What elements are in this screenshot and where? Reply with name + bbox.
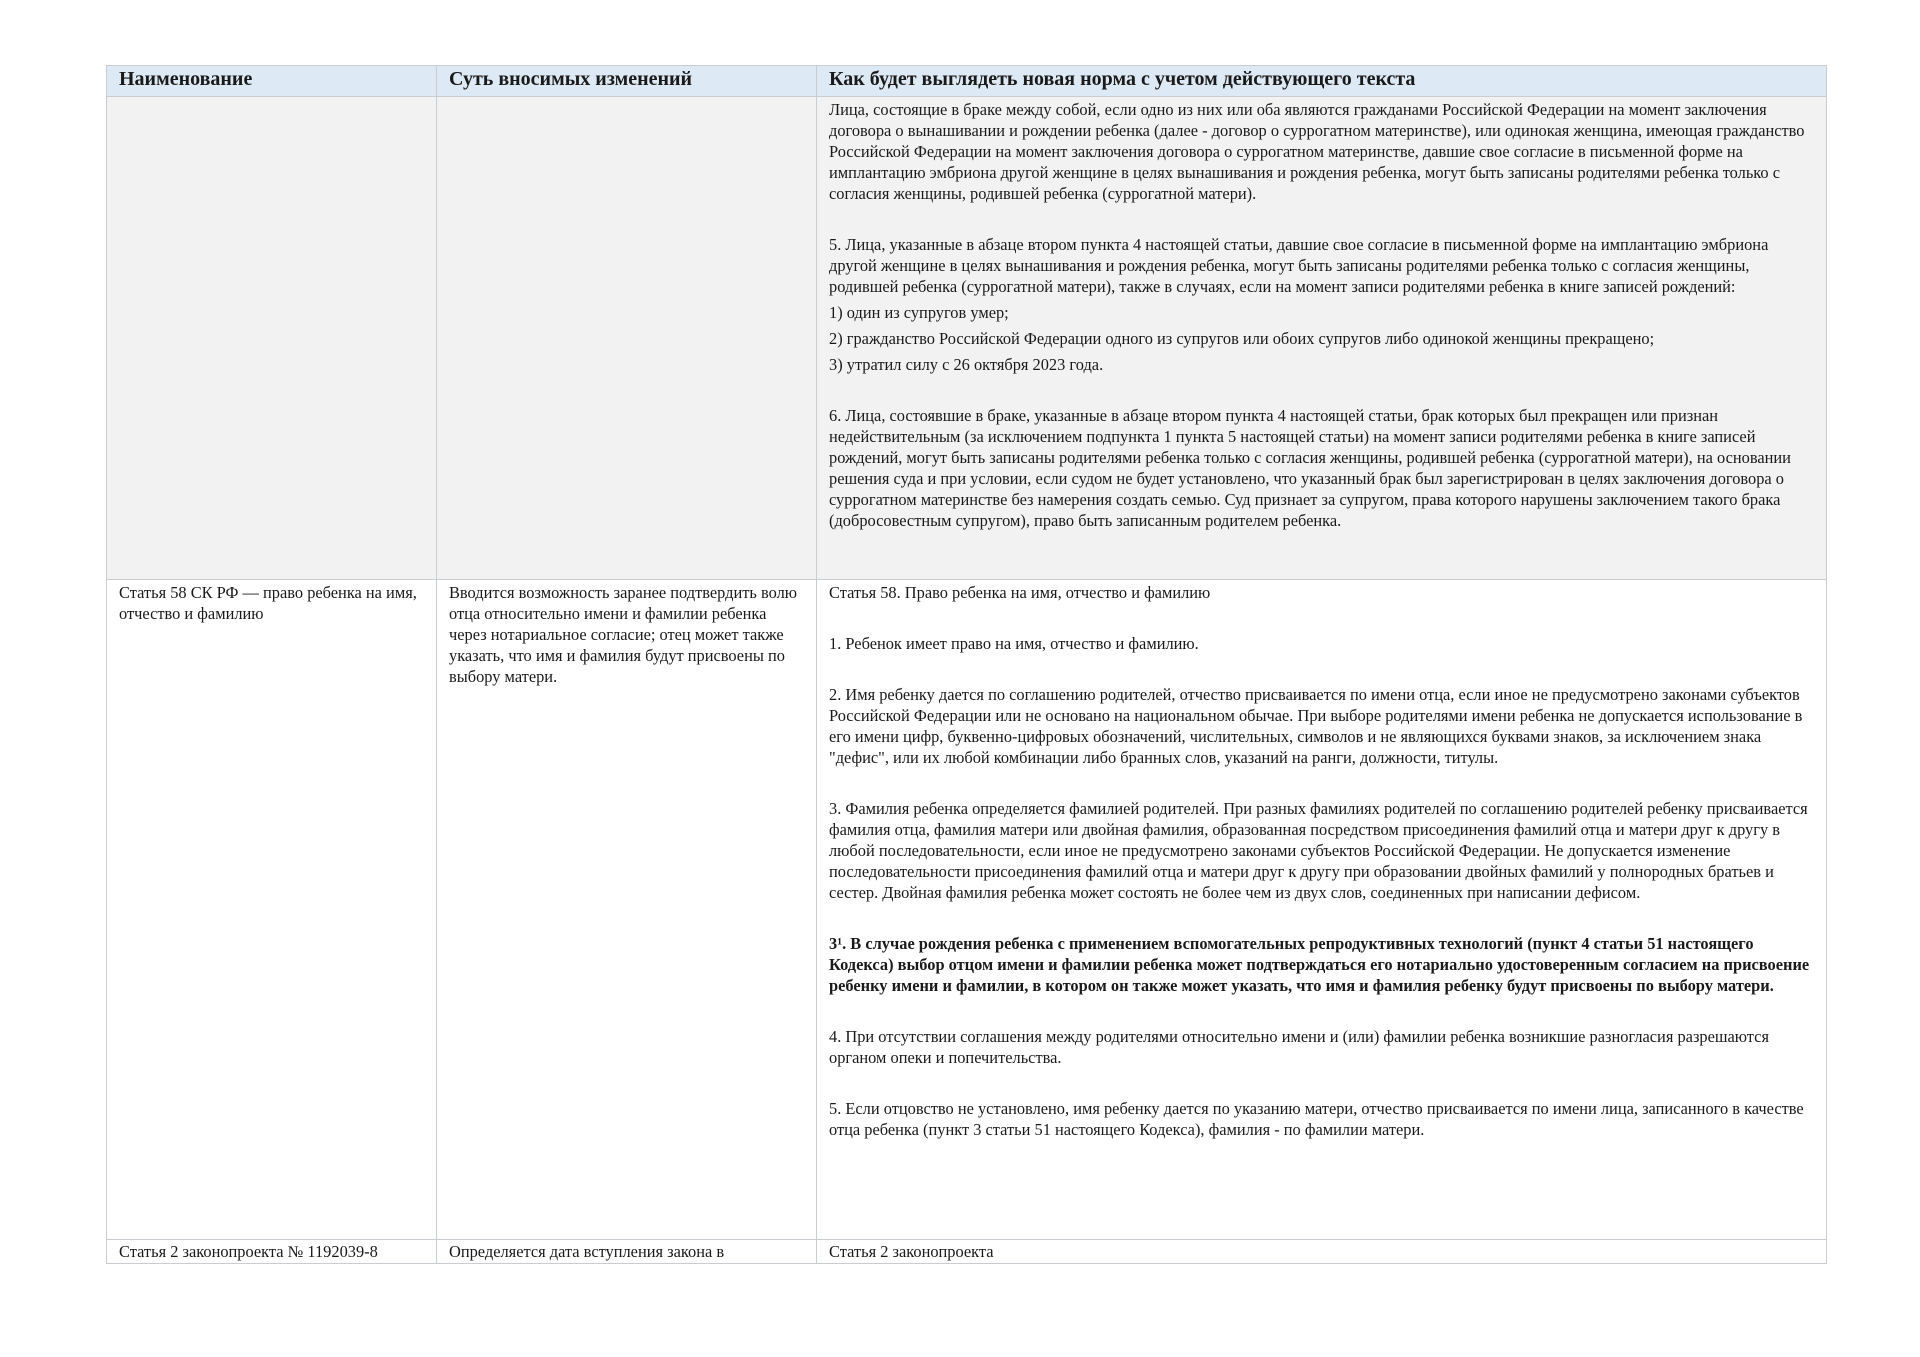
norm-paragraph: 2) гражданство Российской Федерации одного из супругов или обоих супругов либо одинокой женщины прекращено; (829, 329, 1655, 348)
comparison-table (106, 65, 1827, 1264)
table-row (107, 97, 1827, 580)
norm-paragraph: 5. Лица, указанные в абзаце втором пункта 4 настоящей статьи, давшие свое согласие в письменной форме на имплантацию эмбриона другой женщине в целях вынашивания и рождения ребенка, могут быть записаны родителями ребенка только с согласия женщины, родившей ребенка (суррогатной матери), также в случаях, если на момент записи родителями ребенка в книге записей рождений: (829, 235, 1769, 296)
norm-paragraph: 5. Если отцовство не установлено, имя ребенку дается по указанию матери, отчество присваивается по имени лица, записанного в качестве отца ребенка (пункт 3 статьи 51 настоящего Кодекса), фамилия - по фамилии матери. (829, 1099, 1804, 1139)
row2-name-cell: Статья 58 СК РФ — право ребенка на имя, отчество и фамилию (107, 580, 437, 1240)
row2-essence-cell: Вводится возможность заранее подтвердить волю отца относительно имени и фамилии ребенка через нотариальное согласие; отец может также указать, что имя и фамилия будут присвоены по выбору матери. (437, 580, 817, 1240)
row1-norm-cell (817, 97, 1827, 580)
table-row (107, 580, 1827, 1240)
row3-essence-cell: Определяется дата вступления закона в (437, 1240, 817, 1264)
row1-essence-cell (437, 97, 817, 580)
norm-paragraph-new-bold: 3¹. В случае рождения ребенка с применением вспомогательных репродуктивных технологий (пункт 4 статьи 51 настоящего Кодекса) выбор отцом имени и фамилии ребенка может подтверждаться его нотариально удостоверенным согласием на присвоение ребенку имени и фамилии, в котором он также может указать, что имя и фамилия ребенку будут присвоены по выбору матери. (829, 934, 1810, 995)
table-header-row (107, 66, 1827, 97)
header-name: Наименование (107, 66, 437, 97)
norm-paragraph: 3) утратил силу с 26 октября 2023 года. (829, 355, 1104, 374)
norm-paragraph: 6. Лица, состоявшие в браке, указанные в абзаце втором пункта 4 настоящей статьи, брак которых был прекращен или признан недействительным (за исключением подпункта 1 пункта 5 настоящей статьи) на момент записи родителями ребенка в книге записей рождений, могут быть записаны родителями ребенка только с согласия женщины, родившей ребенка (суррогатной матери), на основании решения суда и при условии, если судом не будет установлено, что указанный брак был зарегистрирован в целях заключения договора о суррогатном материнстве без намерения создать семью. Суд признает за супругом, права которого нарушены заключением такого брака (добросовестным супругом), право быть записанным родителем ребенка. (829, 406, 1791, 530)
norm-paragraph: 2. Имя ребенку дается по соглашению родителей, отчество присваивается по имени отца, если иное не предусмотрено законами субъектов Российской Федерации или не основано на национальном обычае. При выборе родителями имени ребенка не допускается использование в его имени цифр, буквенно-цифровых обозначений, числительных, символов и не являющихся буквами знаков, за исключением знака "дефис", или их любой комбинации либо бранных слов, указаний на ранги, должности, титулы. (829, 685, 1803, 767)
header-new-norm: Как будет выглядеть новая норма с учетом действующего текста (817, 66, 1827, 97)
norm-article-title: Статья 58. Право ребенка на имя, отчество и фамилию (829, 583, 1211, 602)
row1-name-cell (107, 97, 437, 580)
row2-norm-cell (817, 580, 1827, 1240)
norm-paragraph: 1. Ребенок имеет право на имя, отчество и фамилию. (829, 634, 1199, 653)
norm-paragraph: 1) один из супругов умер; (829, 303, 1009, 322)
row3-name-cell: Статья 2 законопроекта № 1192039-8 (107, 1240, 437, 1264)
norm-paragraph: 4. При отсутствии соглашения между родителями относительно имени и (или) фамилии ребенка возникшие разногласия разрешаются органом опеки и попечительства. (829, 1027, 1769, 1067)
row3-norm-cell: Статья 2 законопроекта (817, 1240, 1827, 1264)
table-row (107, 1240, 1827, 1264)
header-essence: Суть вносимых изменений (437, 66, 817, 97)
norm-paragraph: Лица, состоящие в браке между собой, если одно из них или оба являются гражданами Российской Федерации на момент заключения договора о вынашивании и рождении ребенка (далее - договор о суррогатном материнстве), или одинокая женщина, имеющая гражданство Российской Федерации на момент заключения договора о суррогатном материнстве, давшие свое согласие в письменной форме на имплантацию эмбриона другой женщине в целях вынашивания и рождения ребенка, могут быть записаны родителями ребенка только с согласия женщины, родившей ребенка (суррогатной матери). (829, 100, 1805, 203)
norm-paragraph: 3. Фамилия ребенка определяется фамилией родителей. При разных фамилиях родителей по соглашению родителей ребенку присваивается фамилия отца, фамилия матери или двойная фамилия, образованная посредством присоединения фамилий отца и матери друг к другу в любой последовательности, если иное не предусмотрено законами субъектов Российской Федерации. Не допускается изменение последовательности присоединения фамилий отца и матери друг к другу при образовании двойных фамилий у полнородных братьев и сестер. Двойная фамилия ребенка может состоять не более чем из двух слов, соединенных при написании дефисом. (829, 799, 1808, 902)
